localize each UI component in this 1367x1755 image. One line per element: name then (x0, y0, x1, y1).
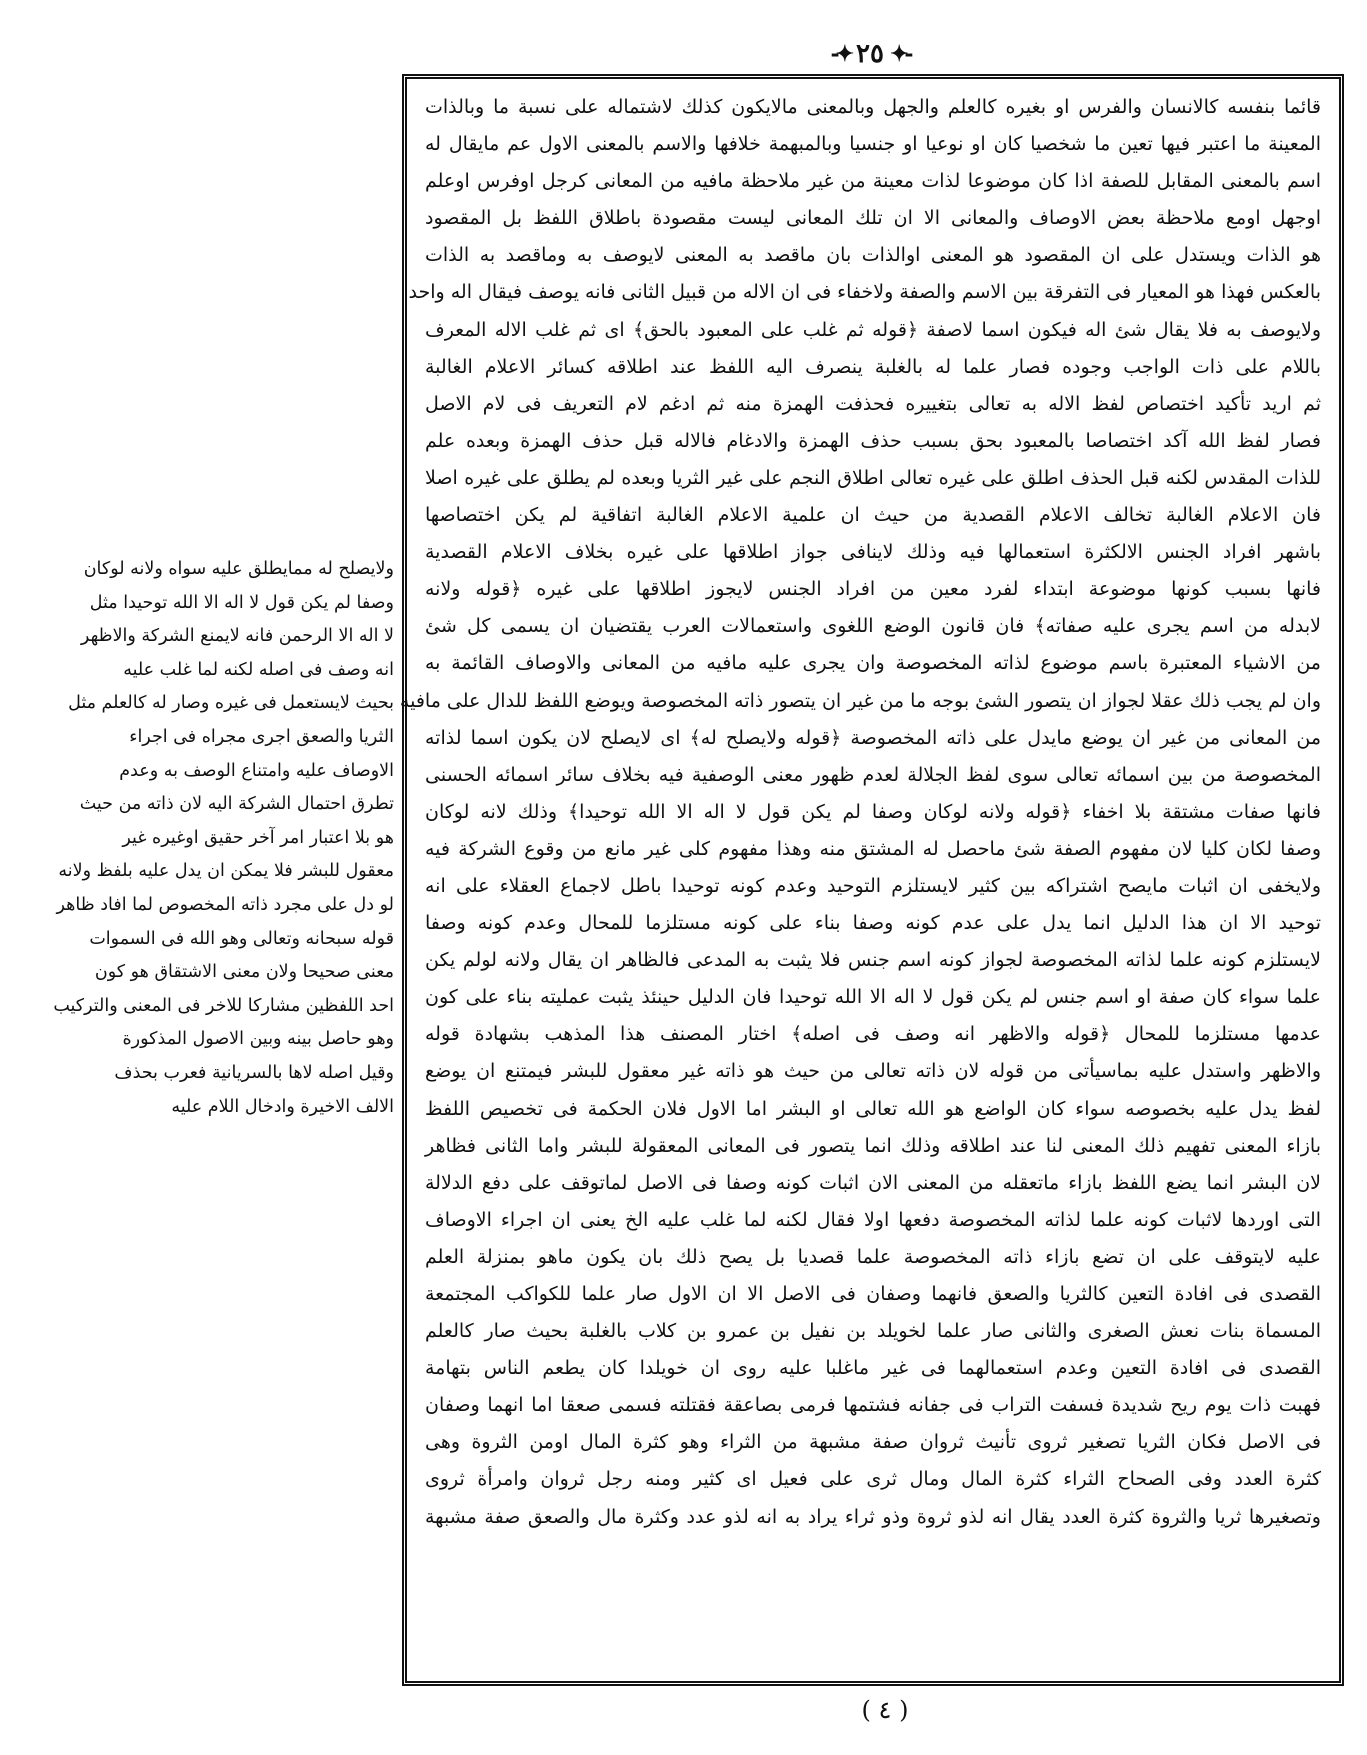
text-line: قائما بنفسه كالانسان والفرس او بغيره كالعلم والجهل وبالمعنى مالايكون كذلك لاشتماله على نسبة ما وبالذات (425, 96, 1321, 118)
margin-note-line: معنى صحيحا ولان معنى الاشتقاق هو كون (94, 962, 394, 983)
text-line: باشهر افراد الجنس الالكثرة استعمالها فيه وذلك لاينافى جواز اطلاقها على غيره بخلاف الاعلام القصدية (425, 541, 1321, 564)
text-line: بازاء المعنى تفهيم ذلك المعنى لنا عند اطلاقه وذلك انما يتصور فى المعانى المعقولة للبشر واما الثانى فظاهر (425, 1134, 1321, 1157)
text-line: وصفا لكان كليا لان مفهوم الصفة شئ ماحصل له المشتق منه وهذا مفهوم كلى غير مانع من وقوع الشركة فيه (425, 837, 1321, 860)
text-line: والاظهر واستدل عليه بماسيأتى من قوله لان ذاته تعالى من حيث هو ذاته غير معقول للبشر فيمتنع ان يوضع (425, 1060, 1321, 1083)
page-number-value: ٢٥ (856, 39, 884, 69)
margin-note-line: لو دل على مجرد ذاته المخصوص لما افاد ظاهر (56, 894, 394, 915)
text-line: باللام على ذات الواجب وجوده فصار علما له بالغلبة ينصرف اليه اللفظ عند اطلاقه كسائر الاعلام الغالبة (425, 355, 1321, 378)
margin-note-line: تطرق احتمال الشركة اليه لان ذاته من حيث (79, 794, 394, 815)
main-text-body (399, 89, 1321, 1536)
text-line: القصدى فى افادة التعين كالثريا والصعق فانهما وصفان فى الاصل الا ان الاول صار علما للكواكب المجتمعة (425, 1283, 1321, 1305)
text-line: اوجهل اومع ملاحظة بعض الاوصاف والمعانى الا ان تلك المعانى ليست مقصودة باطلاق اللفظ بل المقصود (425, 207, 1321, 230)
margin-note-line: بحيث لايستعمل فى غيره وصار له كالعلم مثل (68, 693, 394, 714)
text-line: فانها صفات مشتقة بلا اخفاء ﴿قوله ولانه لوكان وصفا لم يكن قول لا اله الا الله توحيدا﴾ وذلك لانه لوكان (425, 800, 1321, 823)
margin-note-line: انه وصف فى اصله لكنه لما غلب عليه (123, 659, 394, 680)
text-line: ثم اريد تأكيد اختصاص لفظ الاله به تعالى بتغييره فحذفت الهمزة منه ثم ادغم لام التعريف فى لام الاصل (425, 392, 1321, 415)
text-line: لابدله من اسم يجرى عليه صفاته﴾ فان قانون الوضع اللغوى واستعمالات العرب يقتضيان ان يسمى كل شئ (425, 615, 1321, 638)
margin-note-line: احد اللفظين مشاركا للاخر فى المعنى والتركيب (53, 995, 394, 1016)
text-line: لايستلزم كونه علما لذاته المخصوصة لجواز كونه اسم جنس فلا يثبت به المدعى فالظاهر ان يقال ولانه لولم يكن (425, 949, 1321, 972)
text-line: فانها بسبب كونها موضوعة ابتداء لفرد معين من افراد الجنس لايجوز اطلاقها على غيره ﴿قوله ولانه (425, 578, 1321, 601)
text-line: عليه لايتوقف على ان تضع بازاء ذاته المخصوصة علما قصديا بل يصح ذلك بان يكون ماهو بمنزلة العلم (425, 1245, 1321, 1268)
text-line: المعينة ما اعتبر فيها تعين ما شخصيا كان او نوعيا او جنسيا وبالمبهمة خلافها والاسم بالمعنى الاول عم مايقال له (425, 133, 1321, 156)
margin-note-line: وصفا لم يكن قول لا اله الا الله توحيدا مثل (89, 592, 394, 613)
margin-note-line: قوله سبحانه وتعالى وهو الله فى السموات (89, 928, 394, 949)
text-line: فهبت ذات يوم ريح شديدة فسفت التراب فى جفانه فشتمها فرمى بصاعقة فقتلته فسمى صعقا اما انهما وصفان (425, 1394, 1321, 1417)
margin-note-line: هو بلا اعتبار امر آخر حقيق اوغيره غير (122, 827, 394, 848)
text-line: عدمها مستلزما للمحال ﴿قوله والاظهر انه وصف فى اصله﴾ اختار المصنف هذا المذهب بشهادة قوله (425, 1023, 1321, 1046)
text-line: لان البشر انما يضع اللفظ بازاء ماتعقله من المعنى الان اثبات كونه وصفا فى الاصل لماتوقف على دفع الدلالة (425, 1171, 1321, 1194)
margin-note-line: الالف الاخيرة وادخال اللام عليه (171, 1096, 394, 1117)
text-line: من المعانى من غير ان يوضع مايدل على ذاته المخصوصة ﴿قوله ولايصلح له﴾ اى لايصلح لان يكون اسما لذاته (425, 726, 1321, 749)
text-line: وان لم يجب ذلك عقلا لجواز ان يتصور الشئ بوجه ما من غير ان يتصور ذاته المخصوصة ويوضع اللفظ للدال على مافيه (399, 689, 1321, 712)
text-line: فى الاصل فكان الثريا تصغير ثروى تأنيث ثروان صفة مشبهة من الثراء وهو كثرة المال اومن الثروة وهى (425, 1431, 1321, 1454)
text-line: توحيد الا ان هذا الدليل انما يدل على عدم كونه وصفا بناء على كونه مستلزما للمحال وعدم كونه وصفا (425, 912, 1321, 935)
margin-note-line: وقيل اصله لاها بالسريانية فعرب بحذف (114, 1062, 394, 1083)
main-text-frame (399, 74, 1344, 1686)
margin-note (53, 553, 394, 1117)
margin-note-line: الاوصاف عليه وامتناع الوصف به وعدم (119, 760, 394, 781)
text-line: علما سواء كان صفة او اسم جنس لم يكن قول لا اله الا الله توحيدا فان الدليل حينئذ يثبت عمليته بناء على كون (425, 986, 1321, 1009)
text-line: ولايخفى ان اثبات مايصح اشتراكه بين كثير لايستلزم التوحيد وعدم كونه توحيدا باطل لاجماع العقلاء على انه (425, 874, 1321, 897)
text-line: للذات المقدس لكنه قبل الحذف اطلق على غيره تعالى اطلاق النجم على غير الثريا وبعده لم يطلق على غيره اصلا (425, 466, 1321, 489)
text-line: المخصوصة من بين اسمائه تعالى سوى لفظ الجلالة لعدم ظهور معنى الوصفية فيه بخلاف سائر اسمائه الحسنى (425, 763, 1321, 786)
text-line: اسم بالمعنى المقابل للصفة اذا كان موضوعا لذات معينة من غير ملاحظة مافيه من المعانى كرجل اوفرس اوعلم (425, 170, 1321, 193)
ornament-right: ✦- (889, 41, 910, 67)
text-line: كثرة العدد وفى الصحاح الثراء كثرة المال ومال ثرى على فعيل اى كثير ومنه رجل ثروان وامرأة ثروى (425, 1468, 1321, 1491)
margin-note-line: الثريا والصعق اجرى مجراه فى اجراء (129, 726, 394, 747)
margin-note-line: معقول للبشر فلا يمكن ان يدل عليه بلفظ ولانه (58, 861, 394, 882)
text-line: من الاشياء المعتبرة باسم موضوع لذاته المخصوصة وان يجرى عليه مافيه من المعانى والاوصاف القائمة به (425, 652, 1321, 675)
signature-mark: ( ٤ ) (861, 1696, 909, 1724)
text-line: لفظ يدل عليه بخصوصه سواء كان الواضع هو الله تعالى او البشر اما الاول فلان الحكمة فى تخصيص اللفظ (425, 1097, 1321, 1120)
text-line: المسماة بنات نعش الصغرى والثانى صار علما لخويلد بن نفيل بن عمرو بن كلاب بالغلبة بحيث صار كالعلم (425, 1320, 1321, 1343)
text-line: هو الذات ويستدل على ان المقصود هو المعنى اوالذات بان ماقصد به المعنى لايوصف به وماقصد به الذات (425, 244, 1321, 267)
text-line: ولايوصف به فلا يقال شئ اله فيكون اسما لاصفة ﴿قوله ثم غلب على المعبود بالحق﴾ اى ثم غلب الاله المعرف (425, 318, 1321, 341)
page-number (790, 34, 950, 74)
margin-note-line: ولايصلح له ممايطلق عليه سواه ولانه لوكان (83, 559, 394, 579)
text-line: التى اوردها لاثبات كونه علما لذاته المخصوصة دفعها اولا فقال لكنه لما غلب عليه الخ يعنى ان اجراء الاوصاف (425, 1208, 1321, 1231)
margin-note-line: وهو حاصل بينه وبين الاصول المذكورة (122, 1029, 394, 1050)
text-line: وتصغيرها ثريا والثروة كثرة العدد يقال انه لذو ثروة وذو ثراء يراد به انه لذو عدد وكثرة مال والصعق صفة مشبهة (425, 1505, 1321, 1528)
ornament-left: -✦ (830, 41, 851, 67)
text-line: فان الاعلام الغالبة تخالف الاعلام القصدية من حيث ان علمية الاعلام الغالبة اتفاقية لم يكن اختصاصها (425, 504, 1321, 527)
margin-note-line: لا اله الا الرحمن فانه لايمنع الشركة والاظهر (80, 626, 394, 647)
text-line: فصار لفظ الله آكد اختصاصا بالمعبود بحق بسبب حذف الهمزة والادغام فالاله قبل حذف الهمزة وبعده علم (425, 429, 1321, 452)
text-line: القصدى فى افادة التعين وعدم استعمالهما فى غير ماغلبا عليه روى ان خويلدا كان يطعم الناس بتهامة (425, 1357, 1321, 1380)
text-line: بالعكس فهذا هو المعيار فى التفرقة بين الاسم والصفة ولاخفاء فى ان الاله من قبيل الثانى فانه يوصف فيقال اله واحد (408, 281, 1321, 304)
